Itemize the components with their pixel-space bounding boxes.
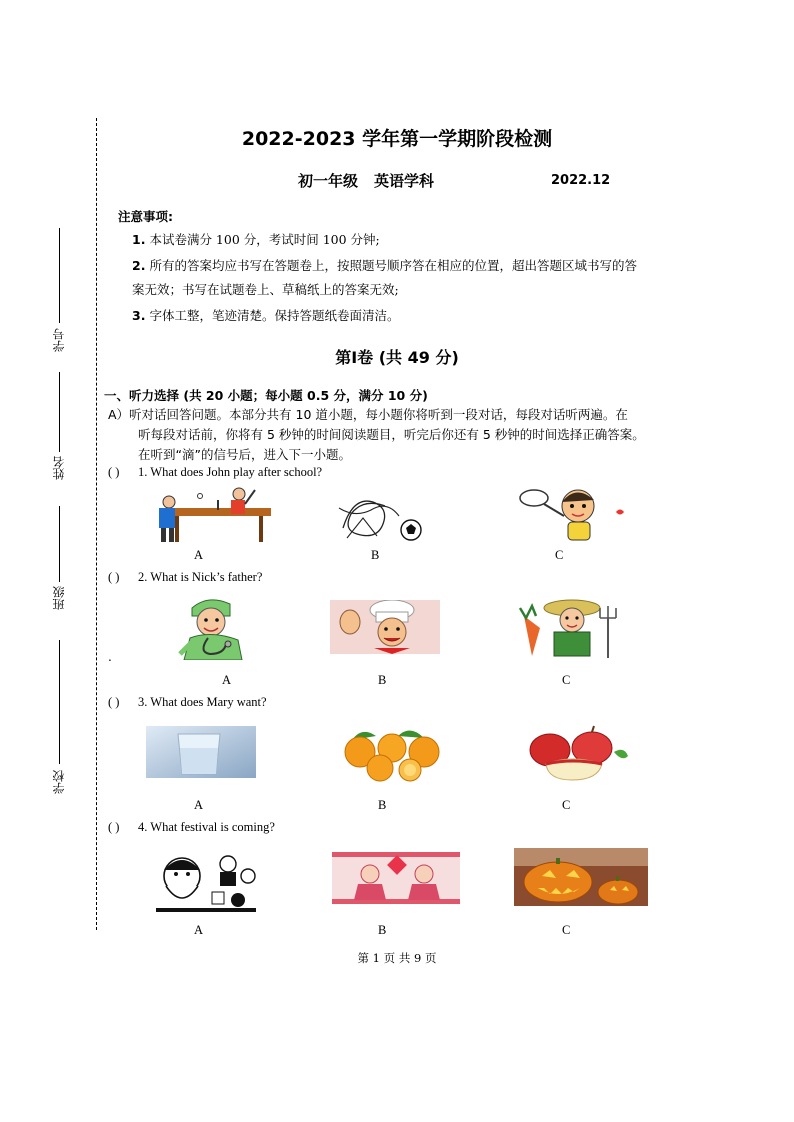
answer-blank[interactable]: ( ) [108,820,120,834]
class-label: 班级 [52,586,66,610]
option-B[interactable]: B [378,923,387,937]
name-field[interactable] [48,372,72,502]
oranges-image [332,724,446,782]
table-tennis-image [145,484,273,544]
grade-label: 初一年级 [298,172,359,190]
exam-title: 2022-2023 学年第一学期阶段检测 [241,128,553,150]
option-A[interactable]: A [222,673,232,687]
option-A[interactable]: A [194,923,204,937]
note-item: 1. 本试卷满分 100 分，考试时间 100 分钟; [132,232,380,247]
option-B[interactable]: B [378,673,387,687]
section-title: 第Ⅰ卷 (共 49 分) [335,348,459,367]
stray-dot: . [108,650,112,664]
answer-blank[interactable]: ( ) [108,465,120,479]
option-A[interactable]: A [194,548,204,562]
question-2: ( ) 2. What is Nick’s father? [108,570,263,584]
binding-dashed-line [96,118,97,930]
option-C[interactable]: C [562,798,571,812]
option-C[interactable]: C [562,923,571,937]
option-A[interactable]: A [194,798,204,812]
name-label: 姓名 [52,456,66,480]
note-item: 案无效；书写在试题卷上、草稿纸上的答案无效; [132,282,399,297]
partA-instructions: A）听对话回答问题。本部分共有 10 道小题，每小题你将听到一段对话，每段对话听两遍。在 听每段对话前，你将有 5 秒钟的时间阅读题目，听完后你还有 5 秒钟的时间选择正确答案。 在听到“滴”的信号后，进入下一小题。 [108,407,645,462]
part1-title: 一、听力选择 (共 20 小题；每小题 0.5 分，满分 10 分) [104,388,428,403]
class-field[interactable] [48,506,72,636]
chef-image [330,600,440,654]
option-C[interactable]: C [562,673,571,687]
halloween-pumpkins-image [514,848,648,906]
exam-subtitle [298,170,434,191]
subject-label: 英语学科 [374,172,435,190]
question-3: ( ) 3. What does Mary want? [108,695,267,709]
answer-blank[interactable]: ( ) [108,695,120,709]
school-label: 学校 [52,770,66,794]
option-B[interactable]: B [371,548,380,562]
notes-title: 注意事项: [118,209,173,224]
glass-of-water-image [146,726,256,778]
note-item: 2. 所有的答案均应书写在答题卷上，按照题号顺序答在相应的位置，超出答题区域书写的答 [132,258,637,273]
question-1: ( ) 1. What does John play after school? [108,465,323,479]
football-sketch-image [333,488,425,544]
badminton-boy-image [516,484,634,546]
option-B[interactable]: B [378,798,387,812]
answer-blank[interactable]: ( ) [108,570,120,584]
apples-image [516,724,632,782]
farmer-image [510,596,628,660]
spring-festival-image [332,852,460,904]
page-number: 第 1 页 共 9 页 [357,951,437,965]
question-4: ( ) 4. What festival is coming? [108,820,275,834]
doctor-image [168,594,264,660]
christmas-santa-image [152,852,260,914]
option-C[interactable]: C [555,548,564,562]
school-field[interactable] [48,640,72,810]
exam-date: 2022.12 [551,173,611,188]
student-id-label: 学号 [52,328,66,352]
note-item: 3. 字体工整，笔迹清楚。保持答题纸卷面清洁。 [132,308,400,323]
